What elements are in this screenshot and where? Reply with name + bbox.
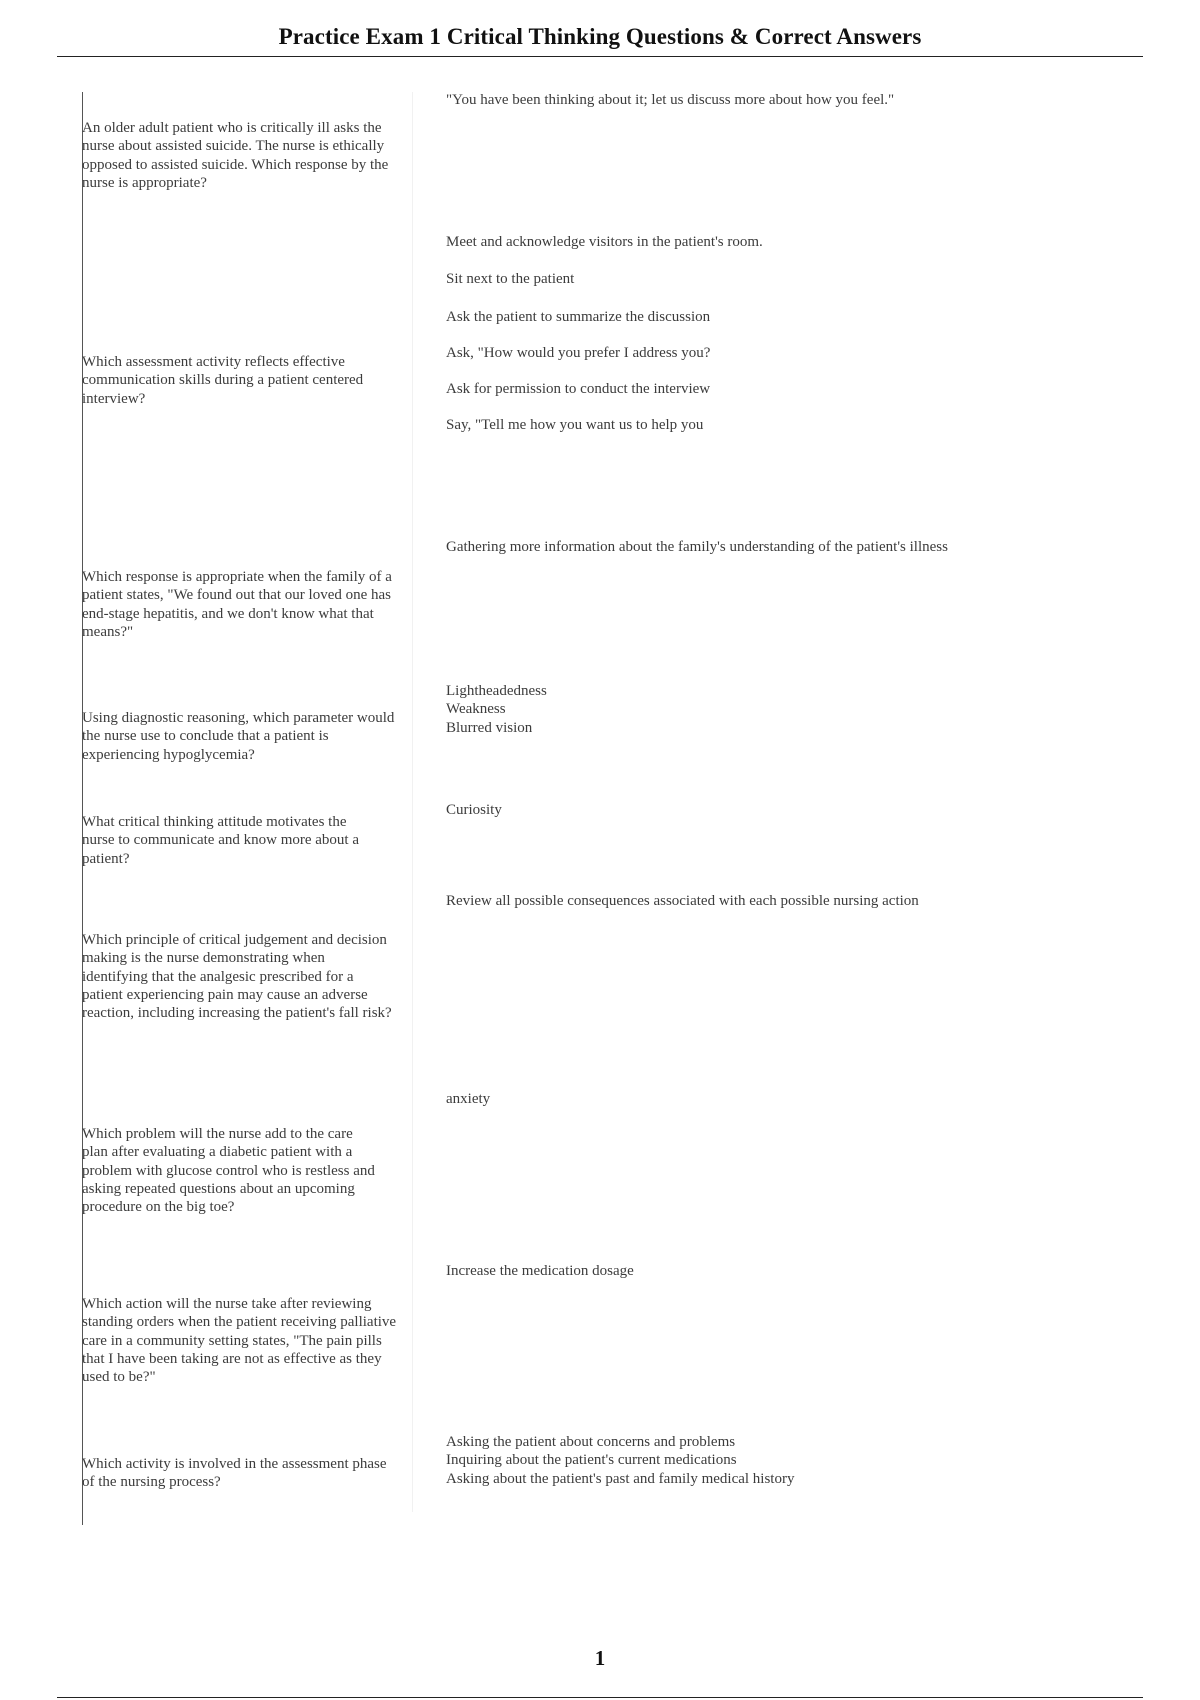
header-rule: [57, 56, 1143, 57]
answer-7: anxiety: [446, 1091, 491, 1107]
option-2-4: Ask, "How would you prefer I address you?: [446, 345, 711, 361]
option-2-2: Sit next to the patient: [446, 271, 575, 287]
answer-1: "You have been thinking about it; let us discuss more about how you feel.": [446, 92, 895, 108]
answer-9: Asking the patient about concerns and problems Inquiring about the patient's current medications Asking about the patient's past and family medical history: [446, 1434, 795, 1487]
option-2-5: Ask for permission to conduct the interview: [446, 381, 711, 397]
answer-3: Gathering more information about the family's understanding of the patient's illness: [446, 539, 948, 555]
question-7: Which problem will the nurse add to the care plan after evaluating a diabetic patient with a problem with glucose control who is restless and asking repeated questions about an upcoming procedure on the big toe?: [82, 1126, 375, 1216]
question-3: Which response is appropriate when the family of a patient states, "We found out that our loved one has end-stage hepatitis, and we don't know what that means?": [82, 569, 392, 640]
question-1: An older adult patient who is critically ill asks the nurse about assisted suicide. The nurse is ethically opposed to assisted suicide. Which response by the nurse is appropriate?: [82, 120, 389, 191]
answer-5: Curiosity: [446, 802, 502, 818]
page-number: 1: [594, 1646, 606, 1670]
answer-6: Review all possible consequences associated with each possible nursing action: [446, 893, 919, 909]
question-4: Using diagnostic reasoning, which parameter would the nurse use to conclude that a patient is experiencing hypoglycemia?: [82, 710, 395, 763]
option-2-3: Ask the patient to summarize the discussion: [446, 309, 711, 325]
page-title: Practice Exam 1 Critical Thinking Questions & Correct Answers: [278, 24, 922, 49]
question-6: Which principle of critical judgement and decision making is the nurse demonstrating when identifying that the analgesic prescribed for a patient experiencing pain may cause an adverse reaction, including increasing the patient's fall risk?: [82, 932, 392, 1022]
column-divider: [412, 92, 413, 1512]
option-2-1: Meet and acknowledge visitors in the patient's room.: [446, 234, 763, 250]
option-2-6: Say, "Tell me how you want us to help you: [446, 417, 704, 433]
footer-rule: [57, 1697, 1143, 1698]
answer-4: Lightheadedness Weakness Blurred vision: [446, 683, 547, 736]
question-5: What critical thinking attitude motivates the nurse to communicate and know more about a patient?: [82, 814, 360, 867]
question-2: Which assessment activity reflects effective communication skills during a patient centered interview?: [82, 354, 364, 407]
answer-8: Increase the medication dosage: [446, 1263, 634, 1279]
question-9: Which activity is involved in the assessment phase of the nursing process?: [82, 1456, 387, 1491]
question-8: Which action will the nurse take after reviewing standing orders when the patient receiving palliative care in a community setting states, "The pain pills that I have been taking are not as effective as they used to be?": [82, 1296, 397, 1386]
